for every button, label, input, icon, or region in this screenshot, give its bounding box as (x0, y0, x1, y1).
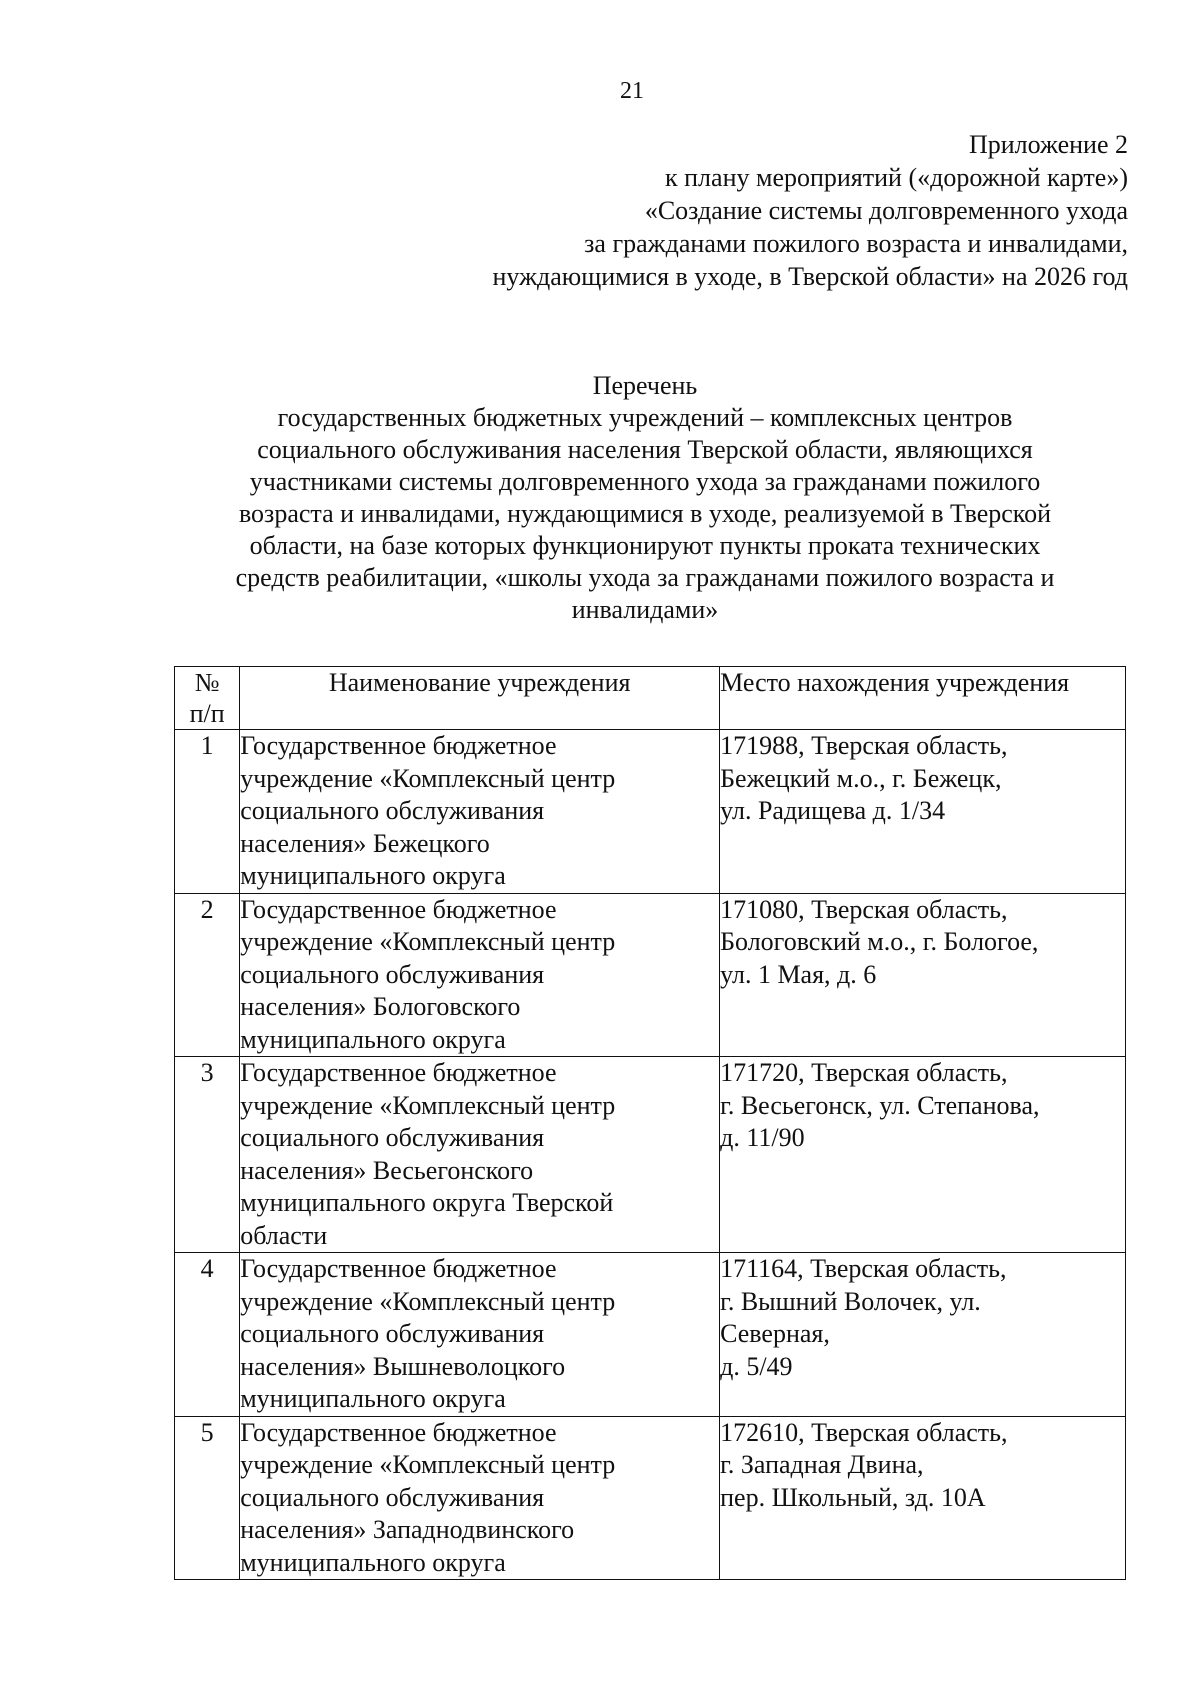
institution-name-line: муниципального округа (240, 1547, 506, 1577)
institution-name-line: социального обслуживания (240, 959, 545, 989)
institution-name-line: Государственное бюджетное (240, 731, 557, 760)
institution-address-line: д. 11/90 (720, 1123, 805, 1152)
institution-address (720, 893, 1126, 1057)
table-body (175, 730, 1126, 1580)
institution-address-line: д. 5/49 (720, 1351, 793, 1381)
appendix-line: «Создание системы долговременного ухода (644, 196, 1128, 225)
appendix-header (493, 128, 1129, 293)
institution-name-line: учреждение «Комплексный центр (240, 1450, 616, 1479)
institution-name-line: Государственное бюджетное (240, 894, 557, 924)
institution-name-line: муниципального округа (240, 1384, 506, 1413)
institution-address-line: Бежецкий м.о., г. Бежецк, (720, 763, 1002, 793)
table-row (175, 1253, 1126, 1417)
institution-name-line: населения» Вышневолоцкого (240, 1351, 566, 1381)
page-number: 21 (620, 78, 644, 104)
appendix-line: за гражданами пожилого возраста и инвалидами, (584, 229, 1128, 258)
institution-name-line: муниципального округа (240, 1024, 506, 1054)
table-header-row (175, 667, 1126, 730)
header-number-abbr: п/п (189, 699, 225, 728)
institution-name (240, 1253, 720, 1417)
institution-name-line: социального обслуживания (240, 796, 545, 825)
institution-address-line: г. Весьегонск, ул. Степанова, (720, 1090, 1040, 1120)
title-line: инвалидами» (571, 595, 719, 624)
institution-address-line: 171720, Тверская область, (720, 1058, 1008, 1087)
institution-address-line: Северная, (720, 1319, 830, 1348)
institution-address (720, 1057, 1126, 1253)
institution-name-line: муниципального округа Тверской (240, 1188, 614, 1217)
institution-name-line: Государственное бюджетное (240, 1254, 557, 1283)
institution-address-line: 171164, Тверская область, (720, 1254, 1007, 1283)
document-title (160, 370, 1130, 626)
title-line: области, на базе которых функционируют пункты проката технических (249, 531, 1041, 560)
row-number: 1 (175, 730, 240, 894)
institution-address (720, 1253, 1126, 1417)
institution-name-line: населения» Бологовского (240, 992, 521, 1021)
institution-name (240, 730, 720, 894)
institution-name-line: учреждение «Комплексный центр (240, 1286, 616, 1316)
appendix-line: нуждающимися в уходе, в Тверской области» на 2026 год (492, 262, 1128, 291)
table-row (175, 1057, 1126, 1253)
institution-name-line: области (240, 1220, 328, 1250)
institution-address-line: ул. Радищева д. 1/34 (720, 796, 946, 825)
institution-address-line: 171080, Тверская область, (720, 894, 1008, 924)
institution-name-line: муниципального округа (240, 861, 506, 890)
institution-name-line: населения» Западнодвинского (240, 1515, 575, 1544)
institution-name-line: Государственное бюджетное (240, 1058, 557, 1087)
institution-address-line: 172610, Тверская область, (720, 1417, 1008, 1447)
institution-name (240, 1416, 720, 1580)
title-line: средств реабилитации, «школы ухода за гражданами пожилого возраста и (235, 563, 1055, 592)
institution-address-line: Бологовский м.о., г. Бологое, (720, 927, 1039, 956)
title-line: социального обслуживания населения Тверской области, являющихся (257, 435, 1033, 464)
institution-address-line: г. Западная Двина, (720, 1450, 924, 1479)
title-line: Перечень (592, 371, 698, 400)
row-number: 5 (175, 1416, 240, 1580)
institution-address (720, 730, 1126, 894)
header-number-symbol: № (194, 668, 220, 697)
institution-address-line: 171988, Тверская область, (720, 731, 1008, 760)
table-row (175, 1416, 1126, 1580)
appendix-line: к плану мероприятий («дорожной карте») (665, 163, 1128, 192)
institution-name (240, 893, 720, 1057)
institution-name-line: населения» Бежецкого (240, 828, 490, 858)
row-number: 3 (175, 1057, 240, 1253)
institution-name-line: социального обслуживания (240, 1319, 545, 1348)
institution-address-line: пер. Школьный, зд. 10А (720, 1482, 986, 1512)
institution-name-line: Государственное бюджетное (240, 1417, 557, 1447)
header-name: Наименование учреждения (240, 667, 720, 730)
title-line: участниками системы долговременного ухода за гражданами пожилого (249, 467, 1041, 496)
institution-name-line: учреждение «Комплексный центр (240, 1090, 616, 1120)
institution-name-line: учреждение «Комплексный центр (240, 763, 616, 793)
row-number: 4 (175, 1253, 240, 1417)
institution-name-line: социального обслуживания (240, 1123, 545, 1152)
institution-name-line: социального обслуживания (240, 1482, 545, 1512)
institution-address-line: ул. 1 Мая, д. 6 (720, 959, 877, 989)
institution-address (720, 1416, 1126, 1580)
institution-name-line: населения» Весьегонского (240, 1155, 534, 1185)
table-row (175, 893, 1126, 1057)
institutions-table (174, 666, 1126, 1580)
header-address: Место нахождения учреждения (720, 667, 1126, 730)
institution-address-line: г. Вышний Волочек, ул. (720, 1286, 981, 1316)
header-number (175, 667, 240, 730)
institution-name (240, 1057, 720, 1253)
table-row (175, 730, 1126, 894)
title-line: государственных бюджетных учреждений – комплексных центров (277, 403, 1013, 432)
appendix-line: Приложение 2 (968, 130, 1128, 159)
institution-name-line: учреждение «Комплексный центр (240, 927, 616, 956)
title-line: возраста и инвалидами, нуждающимися в уходе, реализуемой в Тверской (238, 499, 1052, 528)
row-number: 2 (175, 893, 240, 1057)
